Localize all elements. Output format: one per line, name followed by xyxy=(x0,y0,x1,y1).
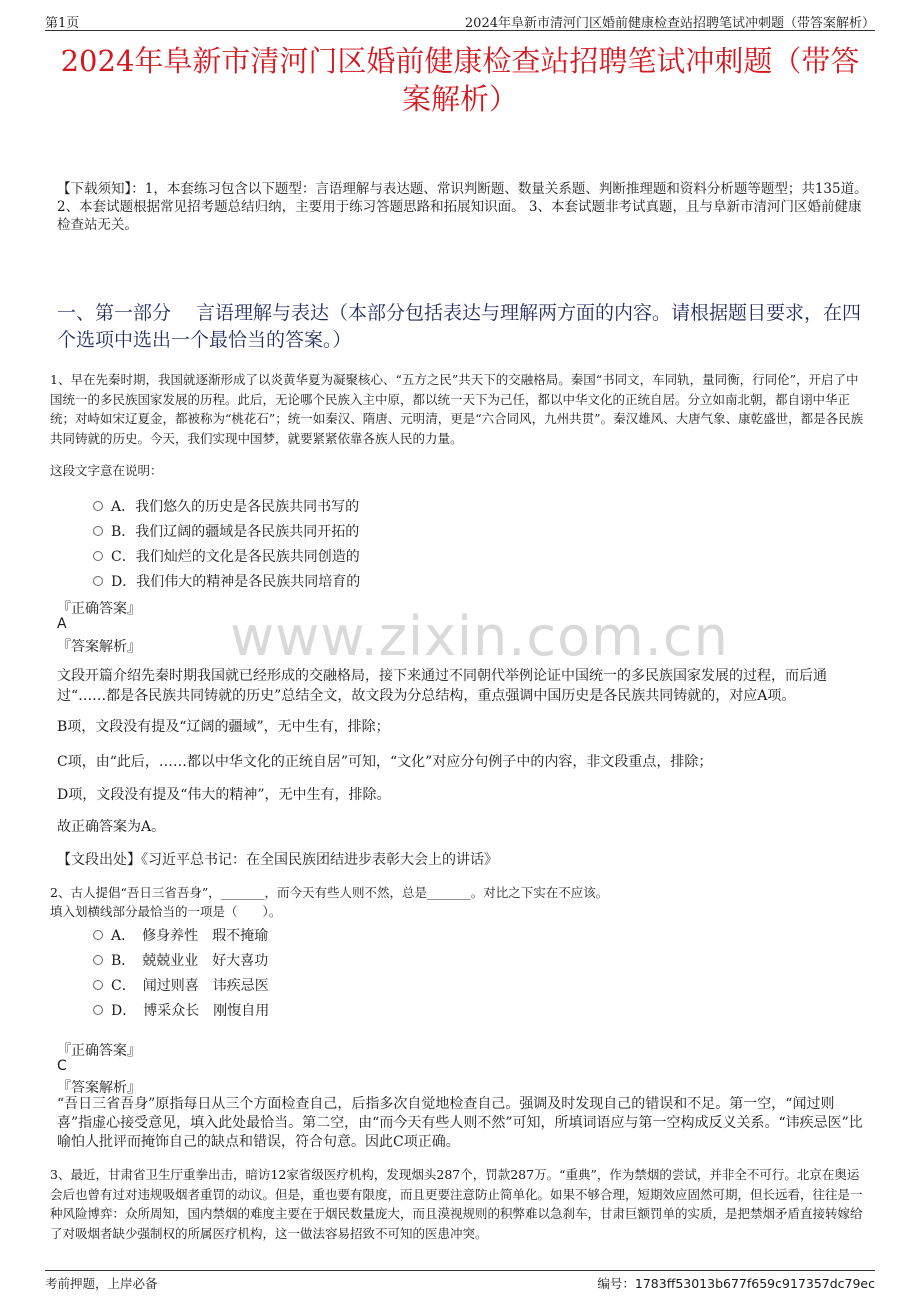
q2-option-a[interactable]: A． 修身养性 瑕不掩瑜 xyxy=(93,925,268,945)
q1-analysis-d: D项，文段没有提及“伟大的精神”，无中生有，排除。 xyxy=(57,787,391,803)
q2-instruction: 填入划横线部分最恰当的一项是（ ）。 xyxy=(50,904,282,919)
q2-analysis: “吾日三省吾身”原指每日从三个方面检查自己，后指多次自觉地检查自己。强调及时发现自己的错误和不足。第一空，“闻过则喜”指虚心接受意见，填入此处最恰当。第二空，由“而今天有些人则不然”可知，所填词语应与第一空构成反义关系。“讳疾忌医”比喻怕人批评而掩饰自己的缺点和错误，符合句意。因此C项正确。 xyxy=(57,1096,863,1150)
radio-icon[interactable] xyxy=(93,930,103,940)
radio-icon[interactable] xyxy=(93,1005,103,1015)
radio-icon[interactable] xyxy=(93,526,103,536)
radio-icon[interactable] xyxy=(93,551,103,561)
q1-option-c[interactable]: C．我们灿烂的文化是各民族共同创造的 xyxy=(93,546,360,566)
q1-option-b[interactable]: B．我们辽阔的疆域是各民族共同开拓的 xyxy=(93,521,359,541)
q1-answer: A xyxy=(57,616,67,632)
q1-analysis-b: B项，文段没有提及“辽阔的疆域”，无中生有，排除； xyxy=(57,719,390,735)
q1-correct-label: 『正确答案』 xyxy=(57,601,141,617)
section-title: 一、第一部分 言语理解与表达（本部分包括表达与理解两方面的内容。请根据题目要求，在四个选项中选出一个最恰当的答案。） xyxy=(57,302,862,351)
q2-correct-label: 『正确答案』 xyxy=(57,1043,141,1059)
watermark: www.zixin.com.cn xyxy=(230,605,729,668)
radio-icon[interactable] xyxy=(93,955,103,965)
footer-slogan: 考前押题，上岸必备 xyxy=(45,1276,158,1291)
radio-icon[interactable] xyxy=(93,501,103,511)
page-header xyxy=(45,10,875,31)
q1-option-a[interactable]: A．我们悠久的历史是各民族共同书写的 xyxy=(93,496,359,516)
q2-option-d[interactable]: D． 博采众长 刚愎自用 xyxy=(93,1000,269,1020)
document-title xyxy=(40,42,880,118)
q1-prompt: 这段文字意在说明： xyxy=(50,463,163,478)
header-doc-title: 2024年阜新市清河门区婚前健康检查站招聘笔试冲刺题（带答案解析） xyxy=(464,16,875,31)
q2-analysis-label: 『答案解析』 xyxy=(57,1080,141,1096)
q1-source: 【文段出处】《习近平总书记：在全国民族团结进步表彰大会上的讲话》 xyxy=(57,852,498,868)
q2-option-c[interactable]: C． 闻过则喜 讳疾忌医 xyxy=(93,975,269,995)
radio-icon[interactable] xyxy=(93,980,103,990)
title-line-1: 2024年阜新市清河门区婚前健康检查站招聘笔试冲刺题（带答 xyxy=(60,44,860,78)
page-footer xyxy=(45,1270,875,1291)
q1-analysis-c: C项，由“此后，……都以中华文化的正统自居”可知，“文化”对应分句例子中的内容，非文段重点，排除； xyxy=(57,754,713,770)
radio-icon[interactable] xyxy=(93,576,103,586)
download-notice: 【下载须知】：1，本套练习包含以下题型：言语理解与表达题、常识判断题、数量关系题、判断推理题和资料分析题等题型；共135道。 2、本套试题根据常见招考题总结归纳，主要用于练习答题思路和拓展知识面。 3、本套试题非考试真题，且与阜新市清河门区婚前健康检查站无关。 xyxy=(57,181,868,233)
q2-stem: 2、古人提倡“吾日三省吾身”，_______，而今天有些人则不然，总是_______。对比之下实在不应该。 xyxy=(50,885,609,900)
q1-conclusion: 故正确答案为A。 xyxy=(57,819,166,835)
q2-option-b[interactable]: B． 兢兢业业 好大喜功 xyxy=(93,950,268,970)
q1-analysis-para: 文段开篇介绍先秦时期我国就已经形成的交融格局，接下来通过不同朝代举例论证中国统一的多民族国家发展的过程，而后通过“……都是各民族共同铸就的历史”总结全文，故文段为分总结构，重点强调中国历史是各民族共同铸就的，对应A项。 xyxy=(57,668,827,704)
q1-analysis-label: 『答案解析』 xyxy=(57,639,141,655)
q1-stem: 1、早在先秦时期，我国就逐渐形成了以炎黄华夏为凝聚核心、“五方之民”共天下的交融格局。秦国“书同文，车同轨，量同衡，行同伦”，开启了中国统一的多民族国家发展的历程。此后，无论哪个民族入主中原，都以统一天下为己任，都以中华文化的正统自居。分立如南北朝，都自诩中华正统；对峙如宋辽夏金，都被称为“桃花石”；统一如秦汉、隋唐、元明清，更是“六合同风，九州共贯”。秦汉雄风、大唐气象、康乾盛世，都是各民族共同铸就的历史。今天，我们实现中国梦，就要紧紧依靠各族人民的力量。 xyxy=(50,372,864,446)
q1-option-d[interactable]: D．我们伟大的精神是各民族共同培育的 xyxy=(93,571,360,591)
page-number: 第1页 xyxy=(45,16,80,31)
title-line-2: 案解析） xyxy=(401,82,518,116)
q3-stem: 3、最近，甘肃省卫生厅重拳出击，暗访12家省级医疗机构，发现烟头287个，罚款287万。“重典”，作为禁烟的尝试，并非全不可行。北京在奥运会后也曾有过对违规吸烟者重罚的动议。但是，重也要有限度，而且更要注意防止简单化。如果不够合理，短期效应固然可期，但长远看，往往是一种风险博弈：众所周知，国内禁烟的难度主要在于烟民数量庞大，而且漠视规则的积弊难以急刹车，甘肃巨额罚单的实质，是把禁烟矛盾直接转嫁给了对吸烟者缺少强制权的所属医疗机构，这一做法容易招致不可知的医患冲突。 xyxy=(50,1167,863,1241)
q2-answer: C xyxy=(57,1058,67,1074)
footer-doc-id: 编号：1783ff53013b677f659c917357dc79ec xyxy=(597,1276,875,1291)
